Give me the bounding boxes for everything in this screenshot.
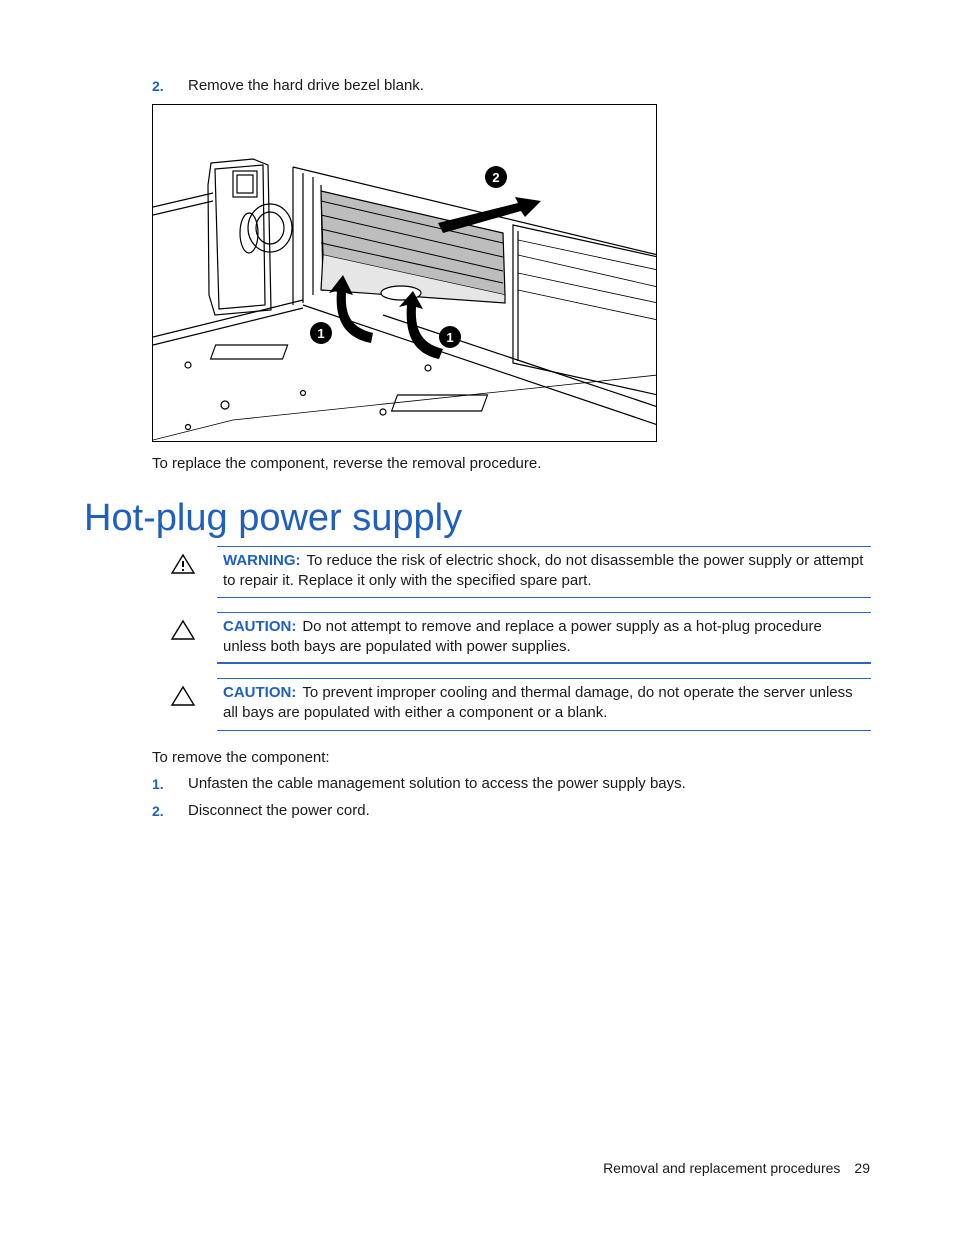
step-number: 2. bbox=[152, 803, 164, 819]
step-number: 1. bbox=[152, 776, 164, 792]
notice-label: CAUTION: bbox=[223, 618, 297, 635]
step-unfasten-cable bbox=[0, 774, 954, 794]
caution-triangle-icon bbox=[170, 619, 196, 641]
callout-label: 1 bbox=[317, 326, 325, 341]
notice-label: WARNING: bbox=[223, 552, 301, 569]
notice-text: To prevent improper cooling and thermal damage, do not operate the server unless all bays are populated with either a component or a blank. bbox=[223, 684, 853, 721]
replace-instruction: To replace the component, reverse the removal procedure. bbox=[152, 455, 542, 472]
remove-intro: To remove the component: bbox=[152, 749, 330, 766]
caution-notice-hot-plug bbox=[217, 612, 871, 664]
page-number: 29 bbox=[854, 1160, 870, 1176]
server-bezel-illustration bbox=[152, 104, 657, 442]
warning-triangle-icon bbox=[170, 553, 196, 575]
notice-label: CAUTION: bbox=[223, 684, 297, 701]
step-number: 2. bbox=[152, 78, 164, 94]
caution-notice-cooling bbox=[217, 678, 871, 731]
callout-label: 2 bbox=[492, 170, 500, 185]
callout-label: 1 bbox=[446, 330, 454, 345]
notice-text: Do not attempt to remove and replace a power supply as a hot-plug procedure unless both bays are populated with power supplies. bbox=[223, 618, 822, 655]
step-disconnect-cord bbox=[0, 801, 954, 821]
section-heading: Hot-plug power supply bbox=[84, 497, 463, 539]
step-text: Remove the hard drive bezel blank. bbox=[188, 77, 424, 94]
bezel-removal-diagram bbox=[153, 105, 657, 442]
footer-section: Removal and replacement procedures bbox=[603, 1160, 841, 1176]
page-footer bbox=[603, 1158, 870, 1178]
notice-text: To reduce the risk of electric shock, do not disassemble the power supply or attempt to repair it. Replace it only with the specified spare part. bbox=[223, 552, 864, 589]
step-text: Unfasten the cable management solution to access the power supply bays. bbox=[188, 775, 686, 792]
step-text: Disconnect the power cord. bbox=[188, 802, 370, 819]
caution-triangle-icon bbox=[170, 685, 196, 707]
warning-notice bbox=[217, 546, 871, 598]
step-remove-bezel bbox=[0, 76, 954, 96]
